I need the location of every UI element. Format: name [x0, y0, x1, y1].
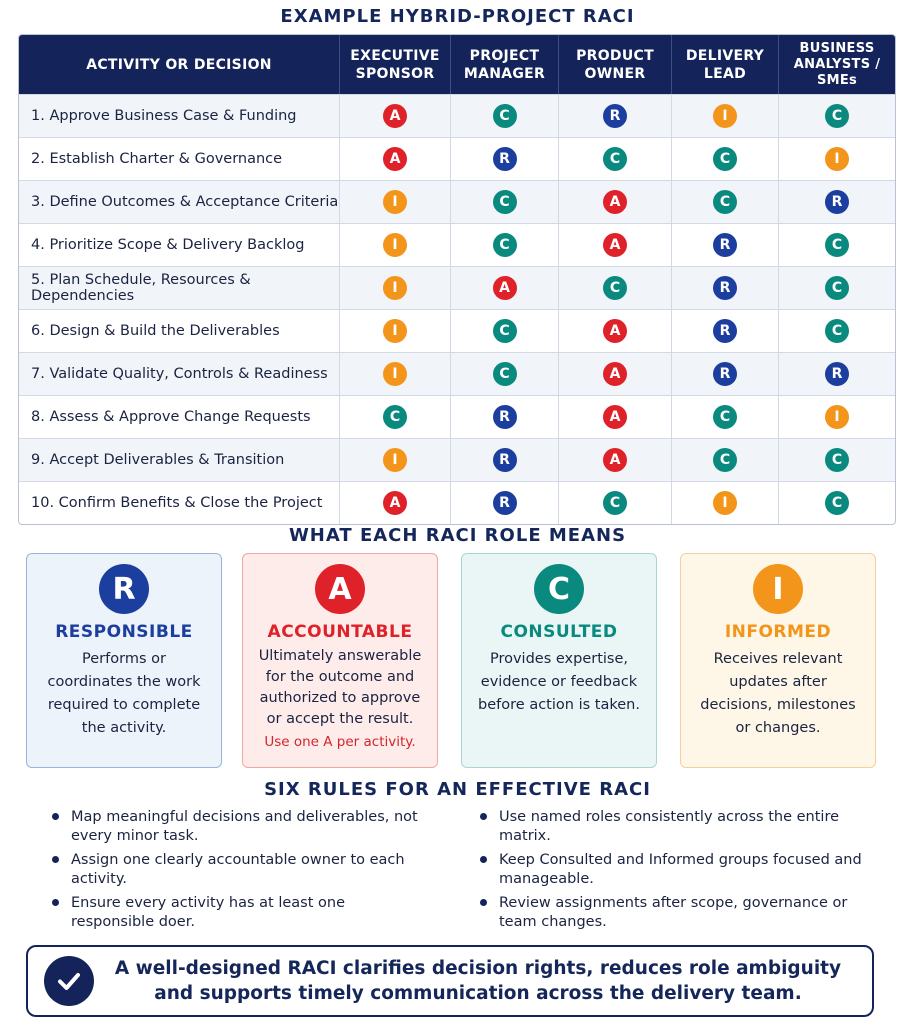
raci-badge: A — [603, 233, 627, 257]
raci-badge: A — [603, 448, 627, 472]
raci-cell — [339, 181, 450, 223]
raci-cell — [778, 267, 895, 309]
table-row — [19, 395, 895, 438]
raci-badge: A — [383, 104, 407, 128]
raci-cell — [671, 482, 778, 524]
raci-cell — [671, 396, 778, 438]
raci-cell — [339, 224, 450, 266]
role-description: Provides expertise, evidence or feedback before action is taken. — [478, 651, 640, 713]
raci-badge: C — [825, 104, 849, 128]
activity-cell: 9. Accept Deliverables & Transition — [31, 452, 285, 468]
raci-cell — [671, 439, 778, 481]
activity-cell: 8. Assess & Approve Change Requests — [31, 409, 311, 425]
raci-badge: C — [493, 233, 517, 257]
raci-badge: R — [713, 362, 737, 386]
raci-cell — [339, 439, 450, 481]
raci-cell — [339, 138, 450, 180]
raci-cell — [778, 396, 895, 438]
table-row — [19, 137, 895, 180]
raci-cell — [558, 396, 671, 438]
activity-cell: 3. Define Outcomes & Acceptance Criteria — [31, 194, 339, 210]
raci-badge: C — [825, 448, 849, 472]
responsible-letter-icon: R — [99, 564, 149, 614]
role-card-consulted — [461, 553, 657, 768]
raci-cell — [450, 95, 558, 137]
raci-badge: A — [383, 147, 407, 171]
raci-badge: A — [603, 190, 627, 214]
raci-badge: R — [493, 448, 517, 472]
raci-cell — [339, 482, 450, 524]
raci-badge: C — [603, 276, 627, 300]
raci-badge: I — [383, 276, 407, 300]
raci-badge: I — [825, 147, 849, 171]
raci-cell — [339, 396, 450, 438]
raci-cell — [450, 396, 558, 438]
rule-item: Ensure every activity has at least one responsible doer. — [46, 894, 426, 932]
raci-cell — [671, 181, 778, 223]
raci-cell — [558, 224, 671, 266]
raci-badge: I — [383, 190, 407, 214]
raci-badge: R — [493, 147, 517, 171]
activity-cell: 7. Validate Quality, Controls & Readiness — [31, 366, 328, 382]
raci-badge: C — [603, 491, 627, 515]
raci-cell — [450, 353, 558, 395]
raci-cell — [558, 353, 671, 395]
raci-badge: C — [825, 233, 849, 257]
header-activity: ACTIVITY OR DECISION — [86, 56, 272, 73]
raci-badge: C — [713, 190, 737, 214]
role-card-informed — [680, 553, 876, 768]
raci-badge: I — [383, 319, 407, 343]
raci-badge: I — [383, 448, 407, 472]
raci-cell — [558, 439, 671, 481]
raci-badge: I — [713, 491, 737, 515]
role-card-responsible — [26, 553, 222, 768]
rule-item: Use named roles consistently across the entire matrix. — [474, 808, 874, 846]
raci-badge: I — [383, 233, 407, 257]
raci-badge: C — [825, 276, 849, 300]
table-row — [19, 481, 895, 524]
table-header — [19, 35, 895, 94]
raci-cell — [778, 224, 895, 266]
table-body — [19, 94, 895, 524]
activity-cell: 10. Confirm Benefits & Close the Project — [31, 495, 323, 511]
raci-badge: A — [493, 276, 517, 300]
table-row — [19, 438, 895, 481]
raci-cell — [778, 439, 895, 481]
raci-badge: C — [713, 405, 737, 429]
rules-list-right — [474, 808, 874, 937]
raci-badge: C — [493, 319, 517, 343]
role-name: RESPONSIBLE — [55, 622, 193, 642]
raci-table — [18, 34, 896, 525]
table-row — [19, 266, 895, 309]
raci-badge: R — [603, 104, 627, 128]
raci-badge: R — [825, 190, 849, 214]
table-row — [19, 223, 895, 266]
role-name: CONSULTED — [500, 622, 618, 642]
table-row — [19, 309, 895, 352]
checkmark-icon — [44, 956, 94, 1006]
role-name: INFORMED — [724, 622, 832, 642]
raci-cell — [778, 138, 895, 180]
raci-cell — [778, 310, 895, 352]
header-project-manager: PROJECT MANAGER — [450, 35, 558, 94]
raci-cell — [450, 267, 558, 309]
raci-badge: R — [713, 233, 737, 257]
raci-cell — [558, 138, 671, 180]
raci-badge: R — [713, 319, 737, 343]
raci-cell — [778, 95, 895, 137]
role-description: Ultimately answerable for the outcome and authorized to approve or accept the result. — [258, 648, 422, 727]
summary-callout — [26, 945, 874, 1017]
callout-text: A well-designed RACI clarifies decision rights, reduces role ambiguity and supports timely communication across the delivery team. — [114, 958, 842, 1004]
table-row — [19, 352, 895, 395]
raci-badge: R — [713, 276, 737, 300]
raci-cell — [671, 353, 778, 395]
raci-badge: C — [825, 319, 849, 343]
raci-cell — [339, 267, 450, 309]
table-row — [19, 180, 895, 223]
informed-letter-icon: I — [753, 564, 803, 614]
raci-badge: A — [603, 362, 627, 386]
rule-item: Assign one clearly accountable owner to each activity. — [46, 851, 426, 889]
header-delivery-lead: DELIVERY LEAD — [671, 35, 778, 94]
raci-cell — [339, 310, 450, 352]
raci-cell — [450, 224, 558, 266]
raci-cell — [778, 181, 895, 223]
raci-badge: A — [603, 319, 627, 343]
raci-cell — [671, 138, 778, 180]
raci-badge: R — [825, 362, 849, 386]
header-product-owner: PRODUCT OWNER — [558, 35, 671, 94]
raci-badge: R — [493, 491, 517, 515]
rule-item: Keep Consulted and Informed groups focused and manageable. — [474, 851, 874, 889]
role-card-accountable — [242, 553, 438, 768]
raci-badge: C — [603, 147, 627, 171]
raci-badge: I — [383, 362, 407, 386]
raci-cell — [558, 482, 671, 524]
raci-cell — [450, 482, 558, 524]
raci-cell — [558, 310, 671, 352]
raci-badge: C — [713, 448, 737, 472]
raci-badge: I — [825, 405, 849, 429]
role-note: Use one A per activity. — [264, 734, 416, 750]
raci-cell — [450, 138, 558, 180]
raci-badge: C — [493, 190, 517, 214]
rule-item: Map meaningful decisions and deliverables, not every minor task. — [46, 808, 426, 846]
raci-badge: C — [825, 491, 849, 515]
rules-title: SIX RULES FOR AN EFFECTIVE RACI — [264, 779, 651, 800]
role-name: ACCOUNTABLE — [267, 622, 413, 642]
raci-cell — [778, 482, 895, 524]
role-description: Performs or coordinates the work required to complete the activity. — [47, 651, 201, 736]
raci-badge: C — [493, 104, 517, 128]
raci-cell — [339, 353, 450, 395]
activity-cell: 2. Establish Charter & Governance — [31, 151, 283, 167]
page-title: EXAMPLE HYBRID-PROJECT RACI — [280, 6, 635, 27]
raci-cell — [558, 95, 671, 137]
raci-badge: C — [493, 362, 517, 386]
raci-badge: C — [383, 405, 407, 429]
raci-badge: I — [713, 104, 737, 128]
role-description: Receives relevant updates after decisions, milestones or changes. — [700, 651, 856, 736]
raci-cell — [671, 267, 778, 309]
raci-badge: C — [713, 147, 737, 171]
activity-cell: 6. Design & Build the Deliverables — [31, 323, 280, 339]
raci-cell — [450, 439, 558, 481]
raci-badge: R — [493, 405, 517, 429]
rule-item: Review assignments after scope, governance or team changes. — [474, 894, 874, 932]
raci-cell — [671, 310, 778, 352]
raci-cell — [450, 181, 558, 223]
consulted-letter-icon: C — [534, 564, 584, 614]
raci-cell — [558, 267, 671, 309]
table-row — [19, 94, 895, 137]
roles-title: WHAT EACH RACI ROLE MEANS — [288, 525, 627, 546]
raci-cell — [671, 95, 778, 137]
raci-badge: A — [383, 491, 407, 515]
raci-badge: A — [603, 405, 627, 429]
raci-cell — [450, 310, 558, 352]
activity-cell: 4. Prioritize Scope & Delivery Backlog — [31, 237, 305, 253]
raci-cell — [778, 353, 895, 395]
activity-cell: 1. Approve Business Case & Funding — [31, 108, 297, 124]
raci-cell — [339, 95, 450, 137]
activity-cell: 5. Plan Schedule, Resources & Dependencies — [31, 272, 251, 304]
accountable-letter-icon: A — [315, 564, 365, 614]
raci-cell — [671, 224, 778, 266]
header-executive-sponsor: EXECUTIVE SPONSOR — [339, 35, 450, 94]
header-business-analysts: BUSINESS ANALYSTS / SMEs — [778, 35, 895, 94]
rules-list-left — [46, 808, 426, 937]
raci-cell — [558, 181, 671, 223]
